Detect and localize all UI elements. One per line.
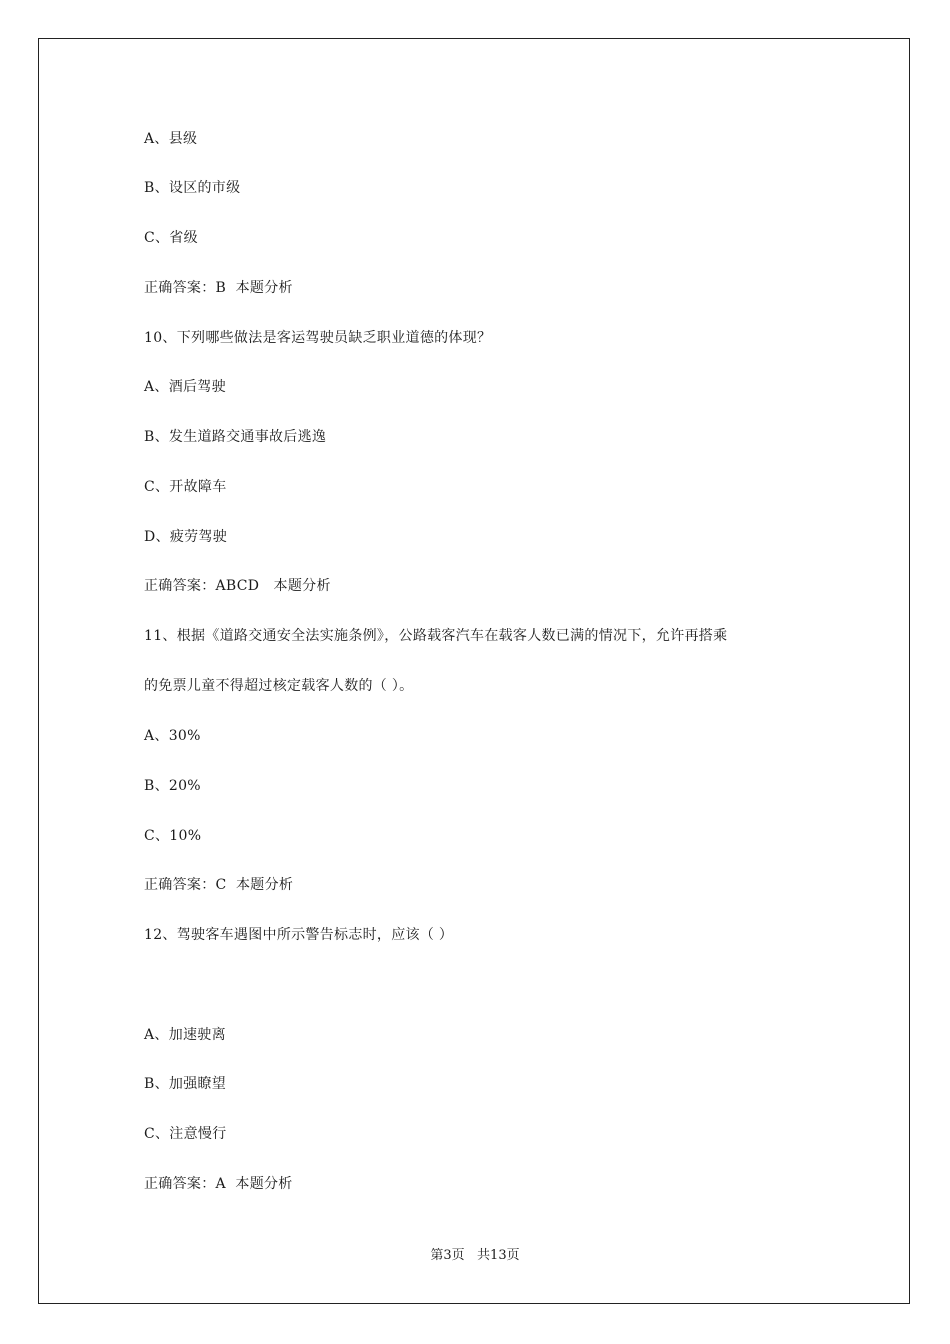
q10-option-c: C、开故障车	[144, 479, 227, 495]
answer-q10: 正确答案：ABCD 本题分析	[144, 578, 331, 594]
page-number-footer: 第3页 共13页	[430, 1248, 520, 1263]
q11-option-a: A、30%	[144, 728, 201, 744]
q11-option-b: B、20%	[144, 778, 201, 794]
answer-q11: 正确答案：C 本题分析	[144, 877, 294, 893]
option-a-county-level: A、县级	[144, 131, 198, 147]
q12-option-c: C、注意慢行	[144, 1126, 227, 1142]
q11-option-c: C、10%	[144, 828, 202, 844]
question-10: 10、下列哪些做法是客运驾驶员缺乏职业道德的体现？	[144, 330, 492, 346]
question-11-line-2: 的免票儿童不得超过核定载客人数的（ ）。	[144, 678, 414, 694]
q10-option-a: A、酒后驾驶	[144, 379, 226, 395]
q10-option-d: D、疲劳驾驶	[144, 529, 228, 545]
q12-option-a: A、加速驶离	[144, 1027, 226, 1043]
answer-q9: 正确答案：B 本题分析	[144, 280, 293, 296]
option-c-province-level: C、省级	[144, 230, 198, 246]
answer-q12: 正确答案：A 本题分析	[144, 1176, 293, 1192]
question-11-line-1: 11、根据《道路交通安全法实施条例》，公路载客汽车在载客人数已满的情况下，允许再搭乘	[144, 628, 728, 644]
q12-option-b: B、加强瞭望	[144, 1076, 227, 1092]
option-b-city-level: B、设区的市级	[144, 180, 241, 196]
q10-option-b: B、发生道路交通事故后逃逸	[144, 429, 327, 445]
question-12: 12、驾驶客车遇图中所示警告标志时，应该（ ）	[144, 927, 454, 943]
